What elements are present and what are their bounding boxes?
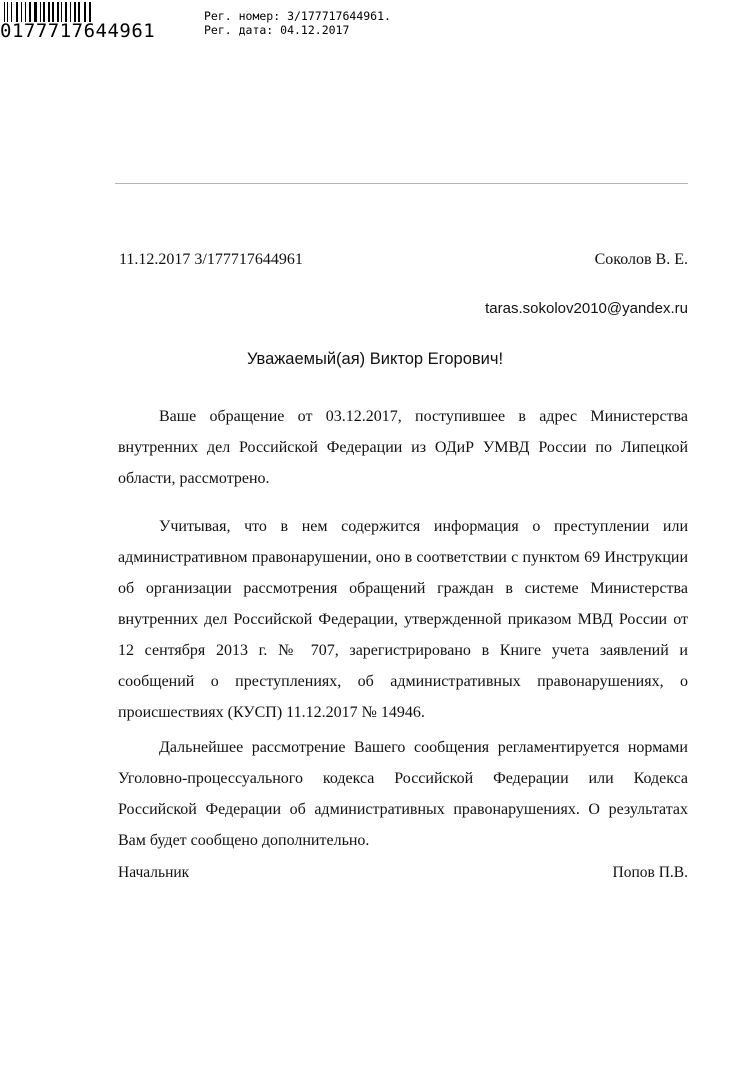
barcode-bar [74,2,76,22]
barcode-bar [11,2,12,22]
barcode-bar [78,2,80,22]
barcode-bar [16,2,18,22]
header-divider [115,183,688,184]
recipient-email: taras.sokolov2010@yandex.ru [485,300,688,317]
barcode-bar [7,2,8,22]
barcode-bar [29,2,31,22]
barcode-bar [89,2,91,22]
barcode-number: 0177717644961 [0,20,156,42]
barcode-bar [34,2,37,22]
paragraph-3: Дальнейшее рассмотрение Вашего сообщения регламентируется нормами Уголовно-процессуального кодекса Российской Федерации или Кодекса Российской Федерации об административных правонарушениях. О результатах Вам будет сообщено дополнительно. [118,739,688,849]
barcode-bar [84,2,86,22]
barcode-bar [65,2,67,22]
barcode-bar [21,2,22,22]
barcode-bar [52,2,54,22]
barcode-bar [61,2,62,22]
barcode-bar [48,2,50,22]
recipient-name: Соколов В. Е. [594,251,688,268]
barcode-bar [57,2,59,22]
barcode-bar [70,2,71,22]
signer-name: Попов П.В. [612,864,688,881]
registration-date: Рег. дата: 04.12.2017 [204,23,350,37]
paragraph-2: Учитывая, что в нем содержится информация о преступлении или административном правонарушении, оно в соответствии с пунктом 69 Инструкции об организации рассмотрения обращений граждан в системе Министерства внутренних дел Российской Федерации, утвержденной приказом МВД России от 12 сентября 2013 г. № 707, зарегистрировано в Книге учета заявлений и сообщений о преступлениях, об административных правонарушениях, о происшествиях (КУСП) 11.12.2017 № 14946. [118,518,688,721]
signer-title: Начальник [118,864,190,881]
barcode-bar [43,2,45,22]
document-reference: 11.12.2017 3/177717644961 [119,251,303,268]
salutation: Уважаемый(ая) Виктор Егорович! [246,350,504,368]
barcode-bar [4,2,5,22]
registration-info [204,9,391,37]
registration-number: Рег. номер: 3/177717644961. [204,9,391,23]
paragraph-1: Ваше обращение от 03.12.2017, поступившее в адрес Министерства внутренних дел Российской Федерации из ОДиР УМВД России по Липецкой области, рассмотрено. [118,408,688,487]
barcode-bar [40,2,41,22]
barcode-bar [25,2,26,22]
